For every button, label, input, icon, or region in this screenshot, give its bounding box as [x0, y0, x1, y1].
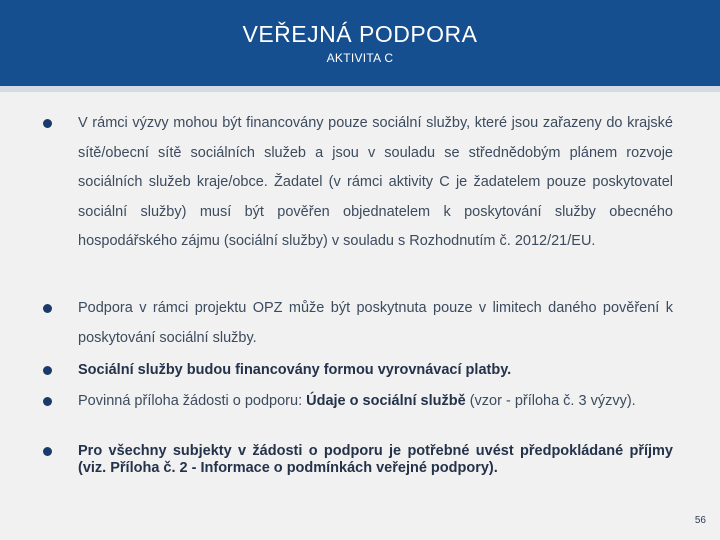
- bullet-text-5: Pro všechny subjekty v žádosti o podporu je potřebné uvést předpokládané příjmy (viz. Příloha č. 2 - Informace o podmínkách veřejné podpory).: [78, 443, 673, 476]
- bullet-text-1: V rámci výzvy mohou být financovány pouze sociální služby, které jsou zařazeny do krajské sítě/obecní sítě sociálních služeb a jsou v souladu se střednědobým plánem rozvoje sociálních služeb kraje/obce. Žadatel (v rámci aktivity C je žadatelem pouze poskytovatel sociální služby) musí být pověřen objednatelem k poskytování služby obecného hospodářského zájmu (sociální služby) v souladu s Rozhodnutím č. 2012/21/EU.: [78, 115, 673, 249]
- attachment-suffix: (vzor - příloha č. 3 výzvy).: [465, 393, 636, 409]
- bullet-icon: [43, 119, 52, 128]
- bullet-icon: [43, 397, 52, 406]
- bullet-icon: [43, 447, 52, 456]
- attachment-name: Údaje o sociální službě: [306, 393, 466, 409]
- bullet-icon: [43, 304, 52, 313]
- page-number: 56: [694, 515, 706, 526]
- bullet-text-4: [78, 393, 673, 410]
- attachment-prefix: Povinná příloha žádosti o podporu:: [78, 393, 307, 409]
- bullet-icon: [43, 366, 52, 375]
- slide-subtitle: AKTIVITA C: [326, 51, 394, 65]
- slide-header: [0, 0, 720, 86]
- bullet-text-3: Sociální služby budou financovány formou vyrovnávací platby.: [78, 362, 512, 378]
- slide-title: VEŘEJNÁ PODPORA: [242, 21, 478, 47]
- slide-content: [0, 92, 720, 540]
- bullet-text-2: Podpora v rámci projektu OPZ může být poskytnuta pouze v limitech daného pověření k poskytování sociální služby.: [78, 300, 673, 346]
